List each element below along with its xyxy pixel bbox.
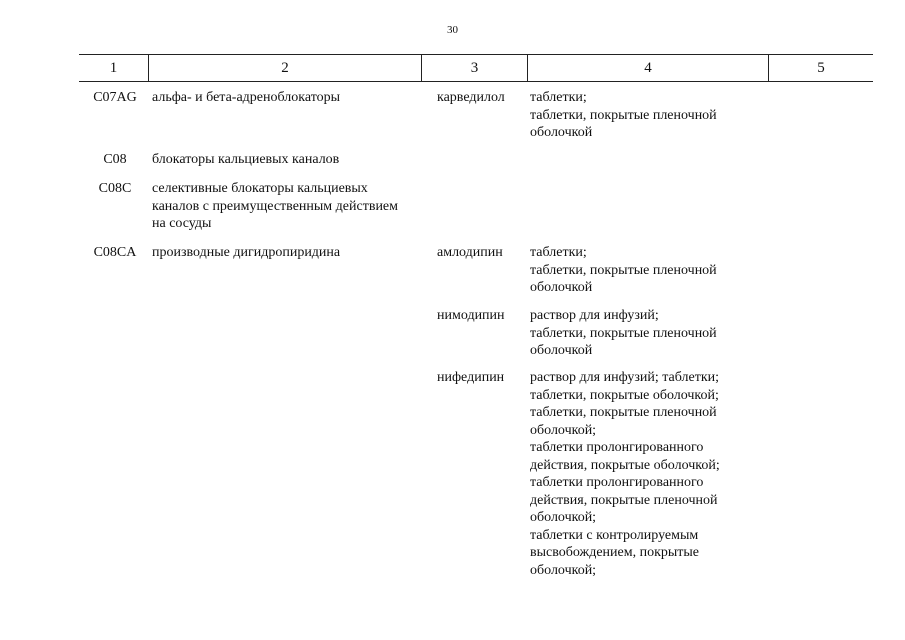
drug-name: нимодипин [437, 308, 505, 323]
group-name-line: на сосуды [152, 216, 212, 231]
column-header-3: 3 [470, 60, 479, 76]
dosage-forms [530, 307, 770, 360]
dosage-forms-line: таблетки; [530, 90, 587, 105]
drug-name: нифедипин [437, 370, 505, 385]
group-name [152, 151, 424, 169]
table-header [79, 54, 873, 82]
dosage-forms [530, 369, 770, 579]
column-header-1: 1 [109, 60, 118, 76]
dosage-forms-line: таблетки; [530, 245, 587, 260]
column-header-2: 2 [281, 60, 289, 76]
column-header-4: 4 [644, 60, 652, 76]
dosage-forms-line: высвобождением, покрытые [530, 545, 700, 560]
dosage-forms-line: раствор для инфузий; [530, 308, 659, 323]
page-number: 30 [447, 24, 458, 36]
dosage-forms-line: оболочкой [530, 343, 593, 358]
group-name [152, 89, 424, 107]
group-name-line: селективные блокаторы кальциевых [152, 181, 368, 196]
drug-name: карведилол [437, 90, 505, 105]
group-name-line: каналов с преимущественным действием [152, 198, 399, 214]
dosage-forms-line: раствор для инфузий; таблетки; [530, 370, 719, 385]
dosage-forms-line: таблетки пролонгированного [530, 475, 704, 490]
dosage-forms-line: оболочкой; [530, 562, 597, 578]
dosage-forms-line: оболочкой [530, 125, 593, 140]
column-header-5: 5 [817, 60, 825, 76]
group-name-line: блокаторы кальциевых каналов [152, 152, 340, 167]
group-name-line: альфа- и бета-адреноблокаторы [152, 90, 341, 105]
group-name [152, 180, 424, 233]
dosage-forms-line: оболочкой; [530, 422, 597, 438]
group-name [152, 244, 424, 262]
atc-code: C08CA [93, 245, 137, 260]
dosage-forms-line: действия, покрытые пленочной [530, 492, 718, 508]
dosage-forms [530, 244, 770, 297]
drug-name: амлодипин [437, 245, 503, 260]
atc-code: C08 [103, 152, 127, 167]
dosage-forms-line: таблетки, покрытые пленочной [530, 405, 717, 420]
dosage-forms-line: оболочкой [530, 280, 593, 295]
atc-code: C08C [98, 181, 132, 196]
dosage-forms-line: таблетки, покрытые оболочкой; [530, 387, 719, 403]
dosage-forms-line: действия, покрытые оболочкой; [530, 457, 720, 473]
dosage-forms-line: таблетки пролонгированного [530, 440, 704, 455]
atc-code: C07AG [93, 90, 137, 105]
group-name-line: производные дигидропиридина [152, 245, 341, 260]
dosage-forms-line: таблетки, покрытые пленочной [530, 325, 717, 341]
dosage-forms-line: таблетки, покрытые пленочной [530, 107, 717, 123]
dosage-forms [530, 89, 770, 142]
dosage-forms-line: таблетки с контролируемым [530, 527, 699, 543]
dosage-forms-line: оболочкой; [530, 510, 597, 525]
dosage-forms-line: таблетки, покрытые пленочной [530, 262, 717, 278]
